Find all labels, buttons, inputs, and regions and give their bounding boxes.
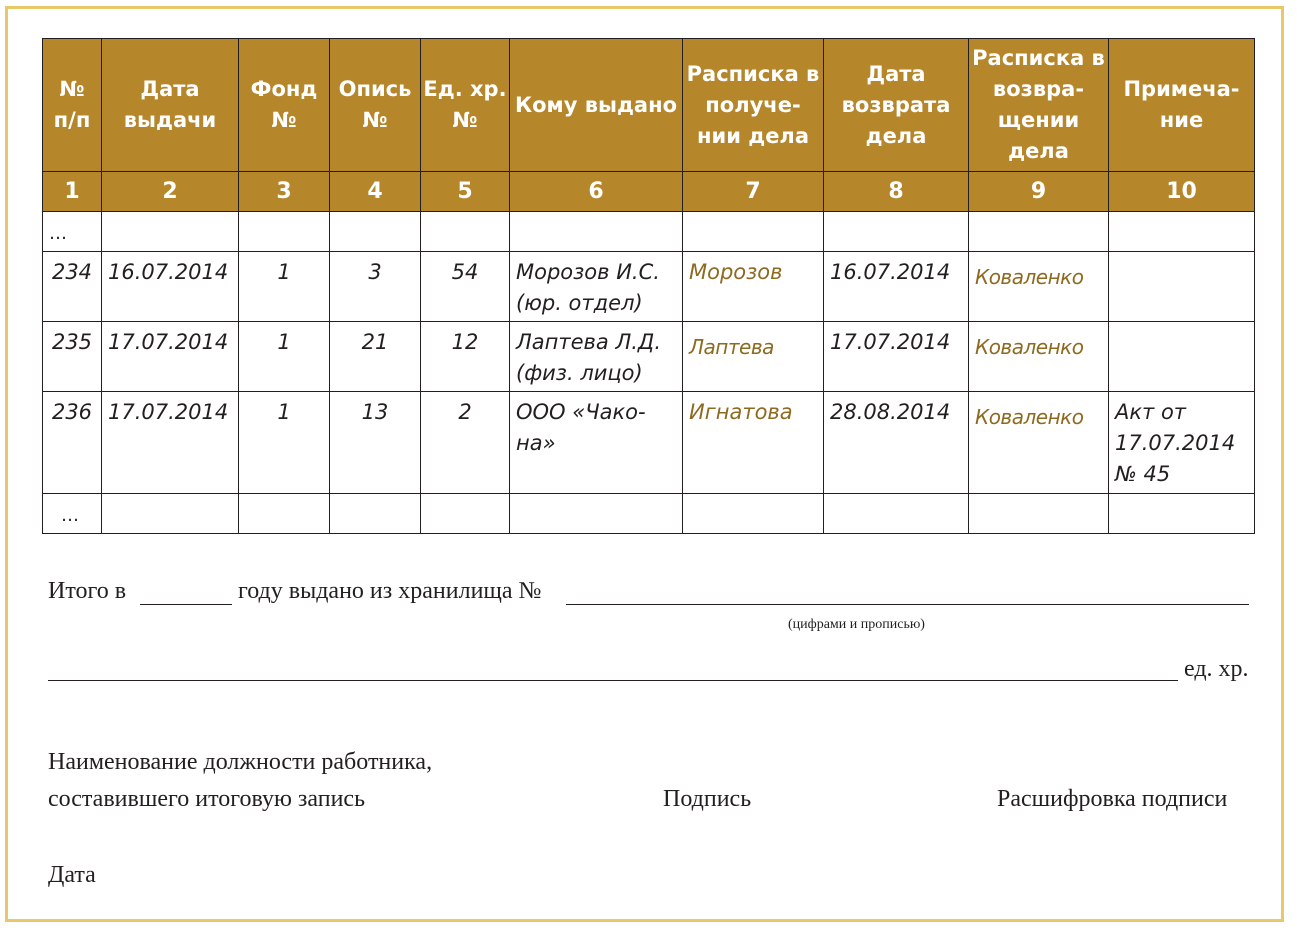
position-label-line1: Наименование должности работника, [48, 749, 433, 775]
table-row [43, 322, 1255, 392]
note [1109, 252, 1255, 322]
ellipsis-cell: … [43, 212, 102, 252]
header-row [43, 39, 1255, 172]
issued-to: ООО «Чако- на» [510, 392, 683, 494]
fond-number: 1 [239, 392, 330, 494]
column-number: 10 [1109, 172, 1255, 212]
total-middle: году выдано из хранилища № [238, 578, 542, 604]
row-number: 234 [43, 252, 102, 322]
column-number: 4 [330, 172, 421, 212]
inventory-number: 3 [330, 252, 421, 322]
fond-number: 1 [239, 252, 330, 322]
signature-label: Подпись [663, 786, 752, 812]
total-prefix: Итого в [48, 578, 127, 604]
header-cell: Расписка в получе- нии дела [683, 39, 824, 172]
issue-register-table [42, 38, 1255, 534]
position-label-line2: составившего итоговую запись [48, 786, 366, 812]
storage-unit-number: 54 [421, 252, 510, 322]
note [1109, 322, 1255, 392]
column-number: 9 [969, 172, 1109, 212]
issued-to: Лаптева Л.Д. (физ. лицо) [510, 322, 683, 392]
column-number: 8 [824, 172, 969, 212]
issue-date: 17.07.2014 [102, 392, 239, 494]
return-signature: Коваленко [969, 392, 1109, 494]
return-date: 17.07.2014 [824, 322, 969, 392]
receipt-signature: Лаптева [683, 322, 824, 392]
table-row-ellipsis-top [43, 212, 1255, 252]
column-number: 7 [683, 172, 824, 212]
column-number: 2 [102, 172, 239, 212]
column-number: 3 [239, 172, 330, 212]
column-number: 1 [43, 172, 102, 212]
issued-to: Морозов И.С. (юр. отдел) [510, 252, 683, 322]
storage-unit-number: 2 [421, 392, 510, 494]
ellipsis-cell: … [43, 494, 102, 534]
hint-text: (цифрами и прописью) [788, 617, 925, 632]
date-label: Дата [48, 862, 96, 888]
year-blank-line [140, 604, 232, 605]
note: Акт от 17.07.2014 № 45 [1109, 392, 1255, 494]
signature-decoding-label: Расшифровка подписи [997, 786, 1228, 812]
header-cell: Фонд № [239, 39, 330, 172]
row-number: 236 [43, 392, 102, 494]
receipt-signature: Игнатова [683, 392, 824, 494]
storage-number-blank-line [566, 604, 1249, 605]
return-signature: Коваленко [969, 322, 1109, 392]
column-number: 5 [421, 172, 510, 212]
row-number: 235 [43, 322, 102, 392]
units-label: ед. хр. [1184, 656, 1249, 682]
table-row [43, 392, 1255, 494]
header-cell: № п/п [43, 39, 102, 172]
inventory-number: 21 [330, 322, 421, 392]
header-cell: Опись № [330, 39, 421, 172]
return-signature: Коваленко [969, 252, 1109, 322]
header-cell: Ед. хр. № [421, 39, 510, 172]
table-row [43, 252, 1255, 322]
column-number-row [43, 172, 1255, 212]
return-date: 16.07.2014 [824, 252, 969, 322]
header-cell: Расписка в возвра- щении дела [969, 39, 1109, 172]
inventory-number: 13 [330, 392, 421, 494]
receipt-signature: Морозов [683, 252, 824, 322]
header-cell: Дата выдачи [102, 39, 239, 172]
header-cell: Примеча- ние [1109, 39, 1255, 172]
issue-date: 17.07.2014 [102, 322, 239, 392]
storage-unit-number: 12 [421, 322, 510, 392]
table-row-ellipsis-bottom [43, 494, 1255, 534]
return-date: 28.08.2014 [824, 392, 969, 494]
quantity-blank-line [48, 680, 1178, 681]
issue-date: 16.07.2014 [102, 252, 239, 322]
column-number: 6 [510, 172, 683, 212]
header-cell: Кому выдано [510, 39, 683, 172]
header-cell: Дата возврата дела [824, 39, 969, 172]
fond-number: 1 [239, 322, 330, 392]
